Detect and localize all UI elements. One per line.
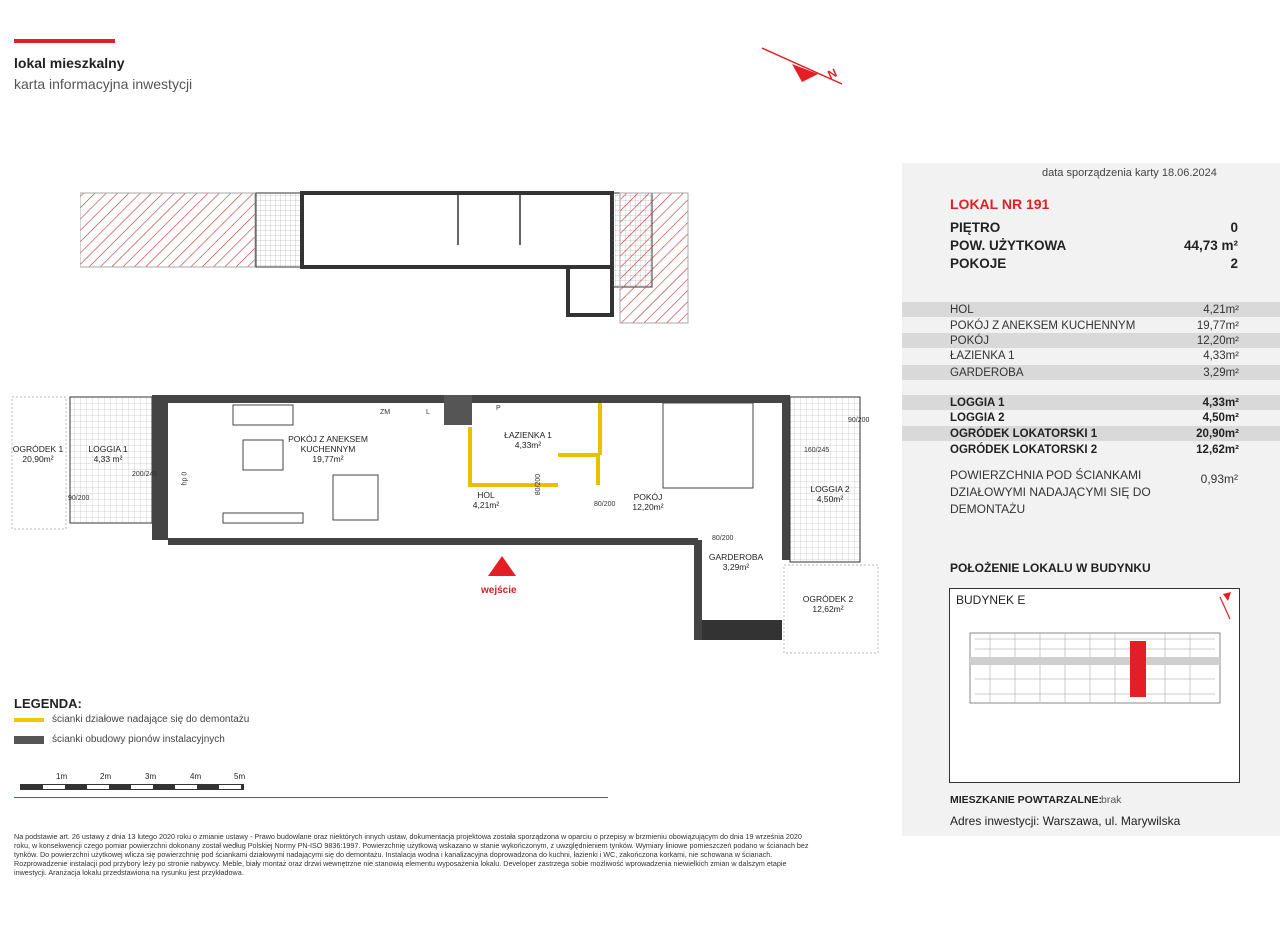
- outdoor-value: 12,62m²: [1196, 443, 1239, 456]
- legend-item: [14, 734, 225, 745]
- repeat-apartment-label: MIESZKANIE POWTARZALNE:: [950, 794, 1103, 806]
- dimension-label: 160/245: [804, 447, 830, 454]
- area-label: ŁAZIENKA 1: [950, 349, 1015, 362]
- investment-address: Adres inwestycji: Warszawa, ul. Marywilska: [950, 814, 1181, 828]
- main-floor-plan: [8, 385, 888, 660]
- dimension-label: 200/245: [132, 471, 158, 478]
- room-pokoj: [632, 493, 663, 513]
- area-value: 12,20m²: [1196, 334, 1239, 347]
- legend-swatch-gray: [14, 736, 44, 744]
- legend-label: ścianki działowe nadające się do demontażu: [52, 714, 250, 725]
- repeat-apartment-value: brak: [1101, 794, 1122, 806]
- card-date: data sporządzenia karty 18.06.2024: [1042, 167, 1217, 179]
- fixture-zm: ZM: [380, 409, 391, 416]
- summary-label: PIĘTRO: [950, 220, 1001, 235]
- summary-value: 0: [1230, 220, 1238, 235]
- entrance-arrow-icon: [488, 556, 516, 576]
- legend-title: LEGENDA:: [14, 696, 82, 711]
- room-ogrodek-1: [13, 445, 64, 465]
- room-name: ŁAZIENKA 1: [504, 430, 552, 440]
- entrance-label: wejście: [481, 585, 517, 596]
- scale-tick: 1m: [56, 772, 68, 781]
- outdoor-row: [902, 426, 1280, 441]
- area-value: 4,21m²: [1203, 303, 1239, 316]
- room-loggia-1: [88, 445, 127, 465]
- fixture-hp: hp 0: [181, 471, 189, 486]
- room-area: 4,33m²: [514, 439, 542, 450]
- outdoor-value: 4,33m²: [1202, 396, 1239, 409]
- room-area: 20,90m²: [22, 453, 54, 464]
- area-value: 19,77m²: [1196, 319, 1239, 332]
- fixture-p: P: [496, 405, 501, 412]
- room-lazienka-1: [504, 431, 552, 451]
- legend-swatch-yellow: [14, 718, 44, 722]
- area-row: [902, 365, 1280, 380]
- demolition-area-label: POWIERZCHNIA POD ŚCIANKAMI DZIAŁOWYMI NADAJĄCYMI SIĘ DO DEMONTAŻU: [950, 468, 1151, 516]
- area-value: 4,33m²: [1203, 349, 1239, 362]
- room-ogrodek-2: [803, 595, 854, 615]
- area-row: [902, 318, 1280, 333]
- area-label: POKÓJ: [950, 334, 989, 347]
- scale-tick: 2m: [100, 772, 112, 781]
- legend-item: [14, 714, 249, 725]
- outdoor-row: [902, 442, 1280, 457]
- compass-north-label: N: [825, 65, 840, 83]
- fixture-l: L: [426, 409, 430, 416]
- room-name: OGRÓDEK 2: [802, 594, 854, 604]
- room-pokoj-aneks: [273, 435, 383, 464]
- dimension-label: 90/200: [68, 495, 90, 502]
- dimension-label: 90/200: [848, 417, 870, 424]
- room-loggia-2: [810, 485, 849, 505]
- room-name: POKÓJ: [633, 492, 663, 502]
- document-title: lokal mieszkalny: [14, 55, 125, 71]
- room-name: HOL: [477, 490, 495, 500]
- demolition-area-value: 0,93m²: [1200, 472, 1238, 486]
- scale-bar-track: [20, 784, 244, 790]
- room-area: 4,21m²: [472, 499, 500, 510]
- area-row: [902, 348, 1280, 363]
- room-garderoba: [709, 553, 763, 573]
- room-hol: [473, 491, 499, 511]
- location-title: POŁOŻENIE LOKALU W BUDYNKU: [950, 561, 1151, 575]
- outdoor-value: 4,50m²: [1202, 411, 1239, 424]
- area-row: [902, 302, 1280, 317]
- outdoor-row: [902, 395, 1280, 410]
- room-name: GARDEROBA: [708, 552, 764, 562]
- room-name: LOGGIA 2: [810, 484, 850, 494]
- room-area: 12,20m²: [632, 501, 664, 512]
- divider: [14, 797, 608, 798]
- outdoor-row: [902, 410, 1280, 425]
- floor-plan-drawing: [8, 385, 888, 660]
- room-area: 12,62m²: [812, 603, 844, 614]
- document-subtitle: karta informacyjna inwestycji: [14, 76, 193, 92]
- room-name: POKÓJ Z ANEKSEM KUCHENNYM: [288, 434, 368, 454]
- summary-value: 44,73 m²: [1183, 238, 1238, 253]
- outdoor-label: OGRÓDEK LOKATORSKI 2: [950, 443, 1098, 456]
- room-name: LOGGIA 1: [88, 444, 128, 454]
- building-location-map: [949, 588, 1240, 783]
- scale-tick: 3m: [145, 772, 157, 781]
- outdoor-label: OGRÓDEK LOKATORSKI 1: [950, 427, 1098, 440]
- overview-floor-plan: [80, 185, 700, 325]
- area-label: GARDEROBA: [950, 366, 1024, 379]
- room-area: 4,33 m²: [93, 453, 123, 464]
- dimension-label: 80/200: [712, 535, 734, 542]
- outdoor-label: LOGGIA 1: [950, 396, 1005, 409]
- area-value: 3,29m²: [1203, 366, 1239, 379]
- legal-footnote: Na podstawie art. 26 ustawy z dnia 13 lutego 2020 roku o zmianie ustawy - Prawo budowlane oraz niektórych innych ustaw, dokumentacja projektowa została sporządzona w oparciu o przepisy w brzmieniu obowiązującym do dnia 19 września 2020 roku, w konsekwencji czego pomiar powierzchni dokonany został według Polskiej Normy PN-ISO 9836:1997. Powierzchnię użytkową wskazano w stanie wykończonym, z uwzględnieniem tynków. Wymiary liniowe pomieszczeń podano w ścianach bez tynków. Do powierzchni użytkowej wlicza się powierzchnię pod ściankami działowymi nadającymi się do demontażu. Instalacja wodna i kanalizacyjna doprowadzona do kuchni, łazienki i WC, zakończona korkami, nie schowana w ścianach. Rozprowadzenie instalacji pod przybory leży po stronie nabywcy. Meble, biały montaż oraz drzwi wewnętrzne nie stanowią elementu wyposażenia lokalu. Developer zastrzega sobie możliwość wprowadzenia niewielkich zmian w dalszym etapie inwestycji. Aranżacja lokalu przedstawiona na rysunku jest przykładowa.: [14, 832, 809, 877]
- outdoor-label: LOGGIA 2: [950, 411, 1005, 424]
- building-map-drawing: [950, 589, 1239, 782]
- dimension-label: 80/200: [594, 501, 616, 508]
- scale-tick: 4m: [190, 772, 202, 781]
- lokal-number: LOKAL NR 191: [950, 196, 1050, 212]
- room-name: OGRÓDEK 1: [12, 444, 64, 454]
- legend-label: ścianki obudowy pionów instalacyjnych: [52, 734, 225, 745]
- header-accent-bar: [14, 39, 115, 43]
- summary-value: 2: [1230, 256, 1238, 271]
- dimension-label: 80/200: [535, 473, 543, 496]
- building-label: BUDYNEK E: [956, 593, 1026, 607]
- scale-bar: [20, 772, 250, 792]
- area-label: HOL: [950, 303, 974, 316]
- room-area: 19,77m²: [312, 453, 344, 464]
- area-label: POKÓJ Z ANEKSEM KUCHENNYM: [950, 319, 1136, 332]
- area-row: [902, 333, 1280, 348]
- outdoor-value: 20,90m²: [1196, 427, 1239, 440]
- summary-label: POW. UŻYTKOWA: [950, 238, 1067, 253]
- room-area: 4,50m²: [816, 493, 844, 504]
- scale-tick: 5m: [234, 772, 246, 781]
- summary-label: POKOJE: [950, 256, 1007, 271]
- compass-north-icon: [758, 44, 858, 94]
- room-area: 3,29m²: [722, 561, 750, 572]
